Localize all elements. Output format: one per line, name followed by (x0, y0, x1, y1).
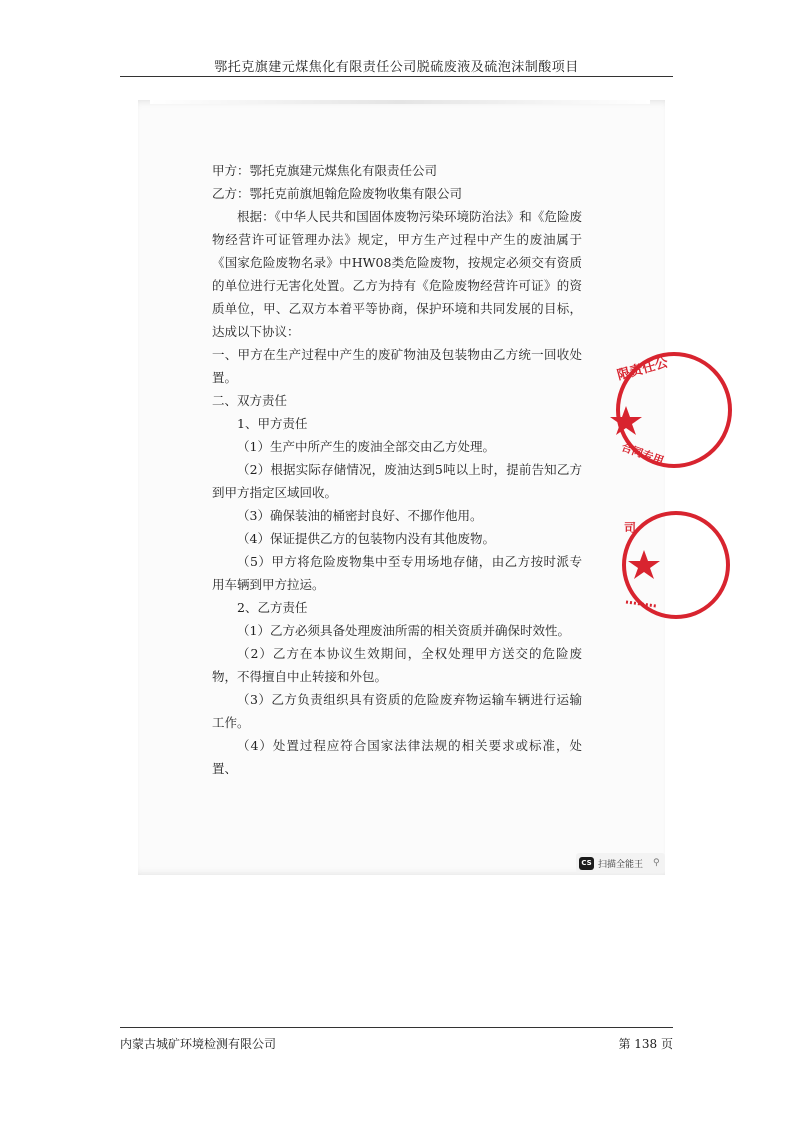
agreement-body (212, 159, 582, 780)
party-b-duty-title: 2、乙方责任 (237, 600, 308, 615)
seal-top-sub-text: 合同专用 (619, 440, 666, 468)
party-a-duty-item: （1）生产中所产生的废油全部交由乙方处理。 (237, 439, 495, 454)
scan-edge (150, 100, 650, 104)
contract-seal-bottom (618, 510, 664, 620)
party-b-duty-item: （4）处置过程应符合国家法律法规的相关要求或标准，处置、 (212, 738, 582, 776)
party-a-duty-item: （3）确保装油的桶密封良好、不挪作他用。 (237, 508, 483, 523)
watermark-label: 扫描全能王 (598, 859, 644, 870)
page-header-title: 鄂托克旗建元煤焦化有限责任公司脱硫废液及硫泡沫制酸项目 (214, 60, 579, 75)
header-divider (120, 76, 673, 77)
party-a-line: 甲方：鄂托克旗建元煤焦化有限责任公司 (212, 163, 438, 178)
party-a-duty-item: （2）根据实际存储情况，废油达到5吨以上时，提前告知乙方到甲方指定区域回收。 (212, 462, 582, 500)
intro-paragraph: 根据：《中华人民共和国固体废物污染环境防治法》和《危险废物经营许可证管理办法》规定，甲方生产过程中产生的废油属于《国家危险废物名录》中HW08类危险废物，按规定必须交有资质的单位进行无害化处置。乙方为持有《危险废物经营许可证》的资质单位，甲、乙双方本着平等协商，保护环境和共同发展的目标，达成以下协议： (212, 209, 582, 339)
contract-seal-top (612, 350, 670, 470)
search-icon: ⚲ (653, 858, 660, 868)
party-a-duty-item: （5）甲方将危险废物集中至专用场地存储，由乙方按时派专用车辆到甲方拉运。 (212, 554, 582, 592)
party-a-duty-item: （4）保证提供乙方的包装物内没有其他废物。 (237, 531, 495, 546)
clause-one: 一、甲方在生产过程中产生的废矿物油及包装物由乙方统一回收处置。 (212, 347, 582, 385)
party-b-duty-item: （2）乙方在本协议生效期间，全权处理甲方送交的危险废物，不得擅自中止转接和外包。 (212, 646, 582, 684)
clause-two-title: 二、双方责任 (212, 393, 288, 408)
party-b-line: 乙方：鄂托克前旗旭翰危险废物收集有限公司 (212, 186, 463, 201)
footer-company: 内蒙古城矿环境检测有限公司 (120, 1037, 277, 1051)
party-b-duty-item: （1）乙方必须具备处理废油所需的相关资质并确保时效性。 (237, 623, 570, 638)
party-a-duty-title: 1、甲方责任 (237, 416, 308, 431)
seal-top-text: 限责任公 (615, 355, 670, 384)
page-number: 第 138 页 (618, 1037, 673, 1051)
seal-bottom-text: 司 (624, 521, 637, 535)
camscanner-logo-icon: CS (579, 857, 594, 870)
party-b-duty-item: （3）乙方负责组织具有资质的危险废弃物运输车辆进行运输工作。 (212, 692, 582, 730)
scanner-watermark (576, 853, 665, 873)
footer-divider (120, 1027, 673, 1028)
